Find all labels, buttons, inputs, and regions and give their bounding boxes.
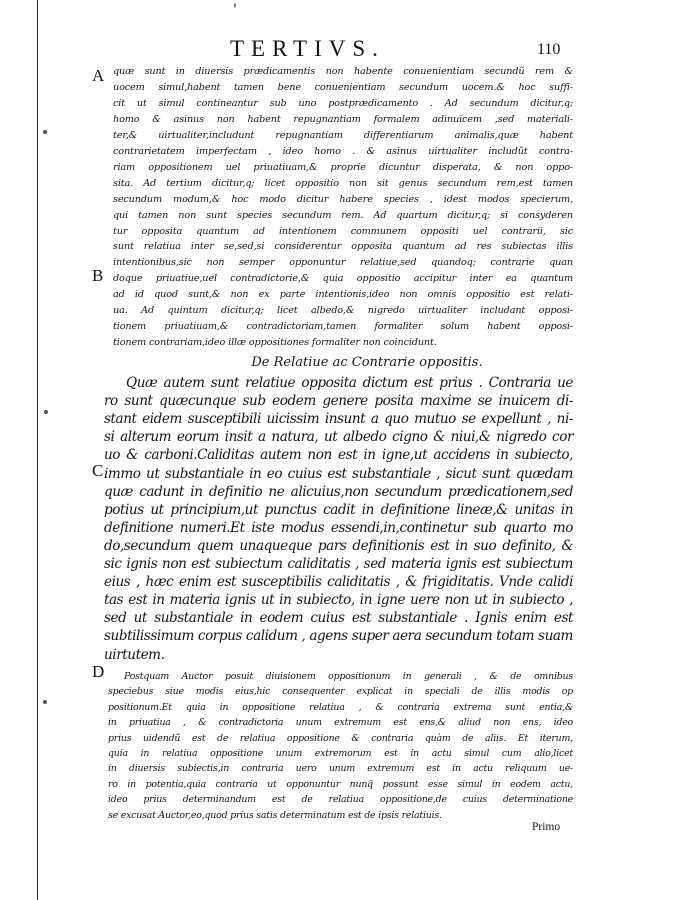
commentary-line: riam oppositionem uel priuatiuam,& proprie dicuntur disperata, & non oppo-: [113, 161, 573, 173]
main-text-line: immo ut substantiale in eo cuius est substantiale , sicut sunt quædam: [104, 465, 573, 482]
commentary-line: quia in relatiua oppositione unum extremorum est in actu simul cum alio,licet: [108, 748, 573, 759]
main-text-line: sic ignis non est subiectum caliditatis , sed materia ignis est subiectum: [104, 556, 573, 572]
commentary-line: ua. Ad quintum dicitur,q; licet albedo,& nigredo uirtualiter includant opposi-: [113, 305, 573, 317]
main-text-line: uo & carboni.Caliditas autem non est in igne,ut accidens in subiecto,: [104, 447, 573, 464]
main-text-line: definitione numeri.Et iste modus essendi,in,continetur sub quarto mo: [104, 519, 573, 536]
commentary-line: ro in potentia,quia contraria ut opponuntur nunq̃ possunt esse simul in eodem actu,: [108, 778, 573, 790]
top-tick-mark: ': [233, 2, 237, 18]
margin-letter-b: B: [92, 266, 104, 285]
main-text-line: uirtutem.: [104, 646, 165, 663]
commentary-line: prius uidendũ est de relatiua oppositione & contraria quàm de aliis. Et iterum,: [108, 732, 573, 744]
commentary-line: tionem contrariam,ideo illæ oppositiones formaliter non coincidunt.: [113, 337, 437, 349]
commentary-line: ter,& uirtualiter,includunt repugnantiam differentiarum animalis,quæ habent: [113, 129, 573, 141]
commentary-line: in diuersis subiectis,in contraria uero unum extremum est in actu reliquum ue-: [108, 763, 573, 775]
main-text-line: potius ut principium,ut punctus cadit in definitione lineæ,& unitas in: [104, 501, 573, 518]
commentary-line: uocem simul,habent tamen bene conuenientiam secundum uocem.& hoc suffi-: [113, 81, 573, 93]
commentary-line: in priuatiua , & contradictoria unum extremum est ens,& aliud non ens, ideo: [108, 717, 573, 729]
main-text-line: subtilissimum corpus calidum , agens super aera secundum totam suam: [104, 628, 573, 645]
page-number: 110: [537, 41, 561, 58]
section-heading: De Relatiue ac Contrarie oppositis.: [251, 355, 483, 370]
ink-bleed-mark: [43, 130, 47, 134]
commentary-line: sunt relatiua inter se,sed,si considerentur opposita quantum ad res subiectas illis: [113, 241, 573, 253]
main-text-line: sed ut substantiale in eodem cuius est substantiale . Ignis enim est: [104, 610, 573, 627]
commentary-line: sita. Ad tertium dicitur,q; licet oppositio non sit genus secundum rem,est tamen: [113, 177, 573, 189]
main-text-line: si alterum eorum insit a natura, ut albedo cigno & niui,& nigredo cor: [104, 429, 573, 446]
commentary-line: tionem priuatiuam,& contradictoriam,tamen formaliter solum habent opposi-: [113, 321, 573, 333]
commentary-line: secundum modum,& hoc modo dicitur habere species , idest modos specierum,: [113, 193, 573, 205]
margin-letter-d: D: [92, 662, 105, 681]
commentary-line: ideo prius determinandum est de relatiua oppositione,de cuius determinatione: [108, 794, 573, 806]
catchword: Primo: [532, 821, 561, 833]
running-title: TERTIVS.: [230, 36, 385, 61]
margin-letter-c: C: [92, 461, 104, 480]
commentary-line: doque priuatiue,uel contradictorie,& quia oppositio accipitur inter ea quantum: [113, 273, 573, 285]
commentary-line: qui tamen non sunt species secundum rem. Ad quartum dicitur,q; si consyderen: [113, 209, 573, 221]
commentary-line: cit ut simul contineantur sub uno postprædicamento . Ad secundum dicitur,q;: [113, 97, 573, 109]
commentary-line: homo & asinus non habent repugnantiam formalem adinuicem ,sed materiali-: [113, 113, 573, 125]
commentary-line: speciebus siue modis eius,hic consequenter explicat in speciali de illis modis op: [108, 686, 573, 698]
commentary-line: se excusat Auctor,eo,quod prius satis determinatum est de ipsis relatiuis.: [108, 809, 442, 821]
left-margin-rule: [37, 0, 38, 900]
commentary-line: ad id quod sunt,& non ex parte intentionis,ideo non omnis oppositio est relati-: [113, 289, 573, 301]
commentary-line: Postquam Auctor posuit diuisionem oppositionum in generali , & de omnibus: [124, 671, 573, 682]
commentary-line: intentionibus,sic non semper opponuntur relatiue,sed quandoq; contrarie quan: [113, 257, 573, 269]
main-text-line: stant eidem susceptibili uicissim insunt a quo mutuo se expellunt , ni-: [104, 411, 573, 428]
commentary-line: positionum.Et quia in oppositione relatiua , & contraria extrema sunt entia,&: [108, 701, 573, 713]
commentary-line: tur opposita quantum ad intentionem communem oppositi uel contrarii, sic: [113, 225, 573, 237]
main-text-line: tas est in materia ignis ut in subiecto, in igne uere non ut in subiecto ,: [104, 592, 573, 609]
commentary-line: contrarietatem imperfectam , ideo homo . & asinus uirtualiter includũt contra-: [113, 145, 573, 157]
main-text-line: ro sunt quæcunque sub eodem genere posita maxime se inuicem di-: [104, 393, 573, 410]
ink-bleed-mark: [43, 700, 47, 704]
margin-letter-a: A: [92, 66, 105, 85]
main-text-line: Quæ autem sunt relatiue opposita dictum est prius . Contraria ue: [126, 375, 573, 391]
ink-bleed-mark: [44, 410, 48, 414]
commentary-line: quæ sunt in diuersis prædicamentis non habente conuenientiam secundũ rem &: [113, 66, 573, 77]
main-text-line: eius , hæc enim est susceptibilis caliditatis , & frigiditatis. Vnde calidi: [104, 574, 573, 591]
main-text-line: quæ cadunt in definitio ne alicuius,non secundum prædicationem,sed: [104, 483, 573, 500]
main-text-line: do,secundum quem unaqueque pars definitionis est in suo definito, &: [104, 537, 573, 554]
